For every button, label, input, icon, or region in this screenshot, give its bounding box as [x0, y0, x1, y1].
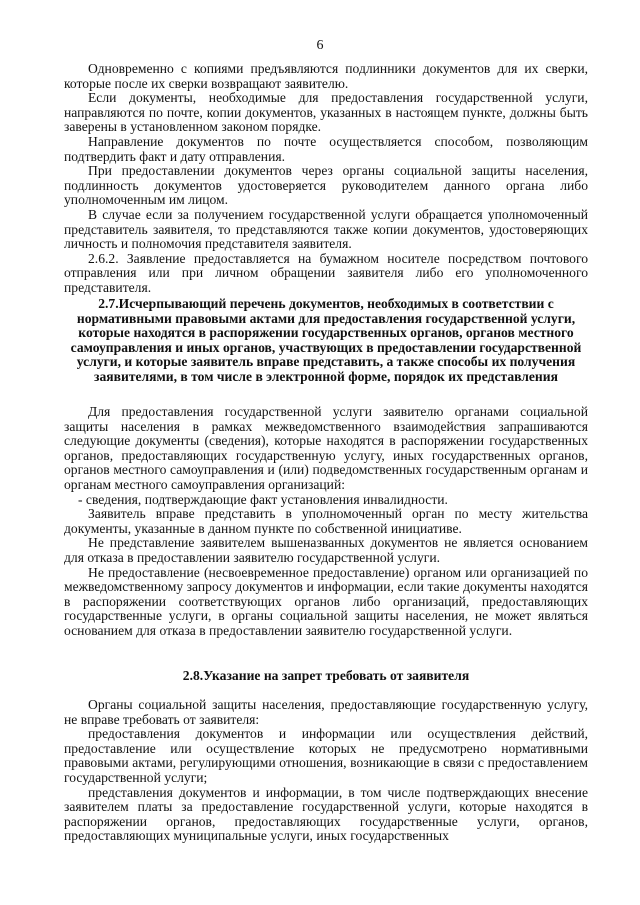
- list-item: - сведения, подтверждающие факт установления инвалидности.: [78, 491, 448, 507]
- paragraph: Не представление заявителем вышеназванных документов не является основанием для отказа в предоставлении заявителю государственной услуги.: [64, 535, 588, 565]
- paragraph: Органы социальной защиты населения, предоставляющие государственную услугу, не вправе требовать от заявителя:: [64, 697, 588, 727]
- paragraph: 2.6.2. Заявление предоставляется на бумажном носителе посредством почтового отправления или при личном обращении заявителя либо его уполномоченного представителя.: [64, 250, 588, 295]
- paragraph: При предоставлении документов через органы социальной защиты населения, подлинность документов удостоверяется руководителем данного органа либо уполномоченным им лицом.: [64, 163, 588, 208]
- paragraph: Заявитель вправе представить в уполномоченный орган по месту жительства документы, указанные в данном пункте по собственной инициативе.: [64, 506, 588, 536]
- section-heading-2-8-text: 2.8.Указание на запрет требовать от заявителя: [182, 668, 470, 683]
- text-block-prohibition: [64, 698, 588, 844]
- paragraph: Направление документов по почте осуществляется способом, позволяющим подтвердить факт и дату отправления.: [64, 133, 588, 164]
- page-number: 6: [316, 38, 324, 53]
- section-heading-2-7-text: 2.7.Исчерпывающий перечень документов, необходимых в соответствии с нормативными правовыми актами для предоставления государственной услуги, которые находятся в распоряжении государственных органов, органов местного самоуправления и иных органов, участвующих в предоставлении государственной услуги, и которые заявитель вправе представить, а также способы их получения заявителями, в том числе в электронной форме, порядок их представления: [70, 296, 582, 384]
- paragraph: Для предоставления государственной услуги заявителю органами социальной защиты населения в рамках межведомственного взаимодействия запрашиваются следующие документы (сведения), которые находятся в распоряжении государственных органов, предоставляющих государственную услугу, иных государственных органов, органов местного самоуправления и (или) подведомственных государственным органам и органам местного самоуправления организаций:: [64, 404, 588, 492]
- section-heading-2-8: [64, 669, 588, 684]
- paragraph: В случае если за получением государственной услуги обращается уполномоченный представитель заявителя, то представляются также копии документов, удостоверяющих личность и полномочия представителя заявителя.: [64, 206, 588, 252]
- text-block-interagency: [64, 405, 588, 639]
- section-heading-2-7: [64, 297, 588, 385]
- paragraph: представления документов и информации, в том числе подтверждающих внесение заявителем платы за предоставление государственной услуги, которые находятся в распоряжении органов, предоставляющих государственные услуги, органов, предоставляющих муниципальные услуги, иных государственных: [64, 784, 588, 844]
- paragraph: Не предоставление (несвоевременное предоставление) органом или организацией по межведомственному запросу документов и информации, если такие документы находятся в распоряжении соответствующих органов либо организаций, предоставляющих государственные услуги, в органы социальной защиты населения, не может являться основанием для отказа в предоставлении заявителю государственной услуги.: [64, 564, 588, 638]
- text-block-requirements: [64, 62, 588, 296]
- paragraph: Одновременно с копиями предъявляются подлинники документов для их сверки, которые после их сверки возвращают заявителю.: [64, 61, 588, 91]
- paragraph: предоставления документов и информации или осуществления действий, предоставление или осуществление которых не предусмотрено нормативными правовыми актами, регулирующими отношения, возникающие в связи с предоставлением государственной услуги;: [64, 726, 588, 785]
- paragraph: Если документы, необходимые для предоставления государственной услуги, направляются по почте, копии документов, указанных в настоящем пункте, должны быть заверены в установленном законом порядке.: [64, 90, 588, 135]
